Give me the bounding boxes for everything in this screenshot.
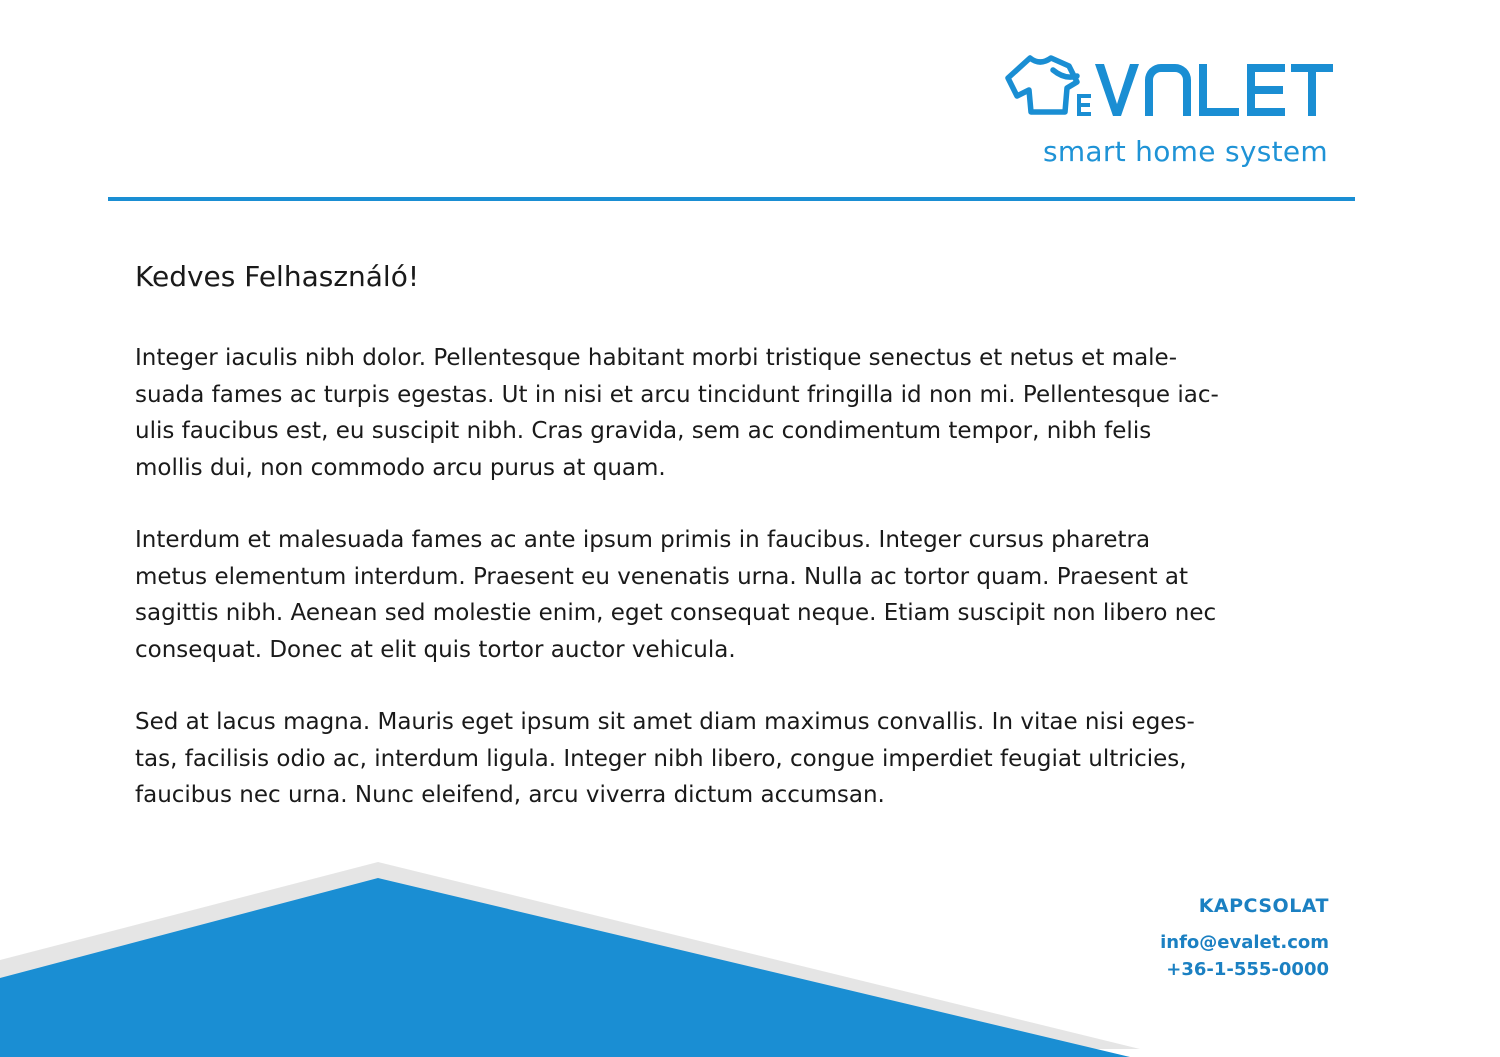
paragraph-line: suada fames ac turpis egestas. Ut in nisi et arcu tincidunt fringilla id non mi. Pellentesque iac- — [135, 381, 1219, 408]
footer-blue-triangle — [0, 878, 1130, 1057]
paragraph-line: Sed at lacus magna. Mauris eget ipsum sit amet diam maximus convallis. In vitae nisi eges- — [135, 709, 1195, 735]
paragraph-line: mollis dui, non commodo arcu purus at quam. — [135, 454, 666, 481]
paragraph-line: consequat. Donec at elit quis tortor auctor vehicula. — [135, 636, 736, 663]
paragraph-line: Integer iaculis nibh dolor. Pellentesque habitant morbi tristique senectus et netus et male- — [135, 345, 1177, 371]
letter-paragraph — [135, 704, 1335, 814]
letter-greeting: Kedves Felhasználó! — [135, 260, 420, 293]
logo-wordmark — [1077, 64, 1333, 116]
paragraph-line: Interdum et malesuada fames ac ante ipsum primis in faucibus. Integer cursus pharetra — [135, 527, 1151, 553]
header-divider — [108, 197, 1355, 201]
paragraph-line: tas, facilisis odio ac, interdum ligula. Integer nibh libero, congue imperdiet feugiat ultricies, — [135, 745, 1187, 772]
contact-email[interactable]: info@evalet.com — [1160, 932, 1329, 953]
evalet-logo — [1005, 50, 1335, 125]
brand-tagline: smart home system — [1042, 135, 1328, 168]
paragraph-line: sagittis nibh. Aenean sed molestie enim, eget consequat neque. Etiam suscipit non libero nec — [135, 600, 1217, 626]
letter-paragraph — [135, 340, 1335, 486]
contact-phone[interactable]: +36-1-555-0000 — [1166, 959, 1329, 980]
letter-body — [135, 340, 1335, 850]
shirt-icon — [1008, 58, 1077, 112]
contact-heading: KAPCSOLAT — [1198, 895, 1329, 917]
paragraph-line: ulis faucibus est, eu suscipit nibh. Cras gravida, sem ac condimentum tempor, nibh felis — [135, 418, 1152, 444]
logo-graphic — [1005, 50, 1335, 125]
paragraph-line: faucibus nec urna. Nunc eleifend, arcu viverra dictum accumsan. — [135, 782, 885, 808]
letter-paragraph — [135, 522, 1335, 668]
paragraph-line: metus elementum interdum. Praesent eu venenatis urna. Nulla ac tortor quam. Praesent at — [135, 563, 1189, 590]
contact-block — [1160, 895, 1329, 983]
